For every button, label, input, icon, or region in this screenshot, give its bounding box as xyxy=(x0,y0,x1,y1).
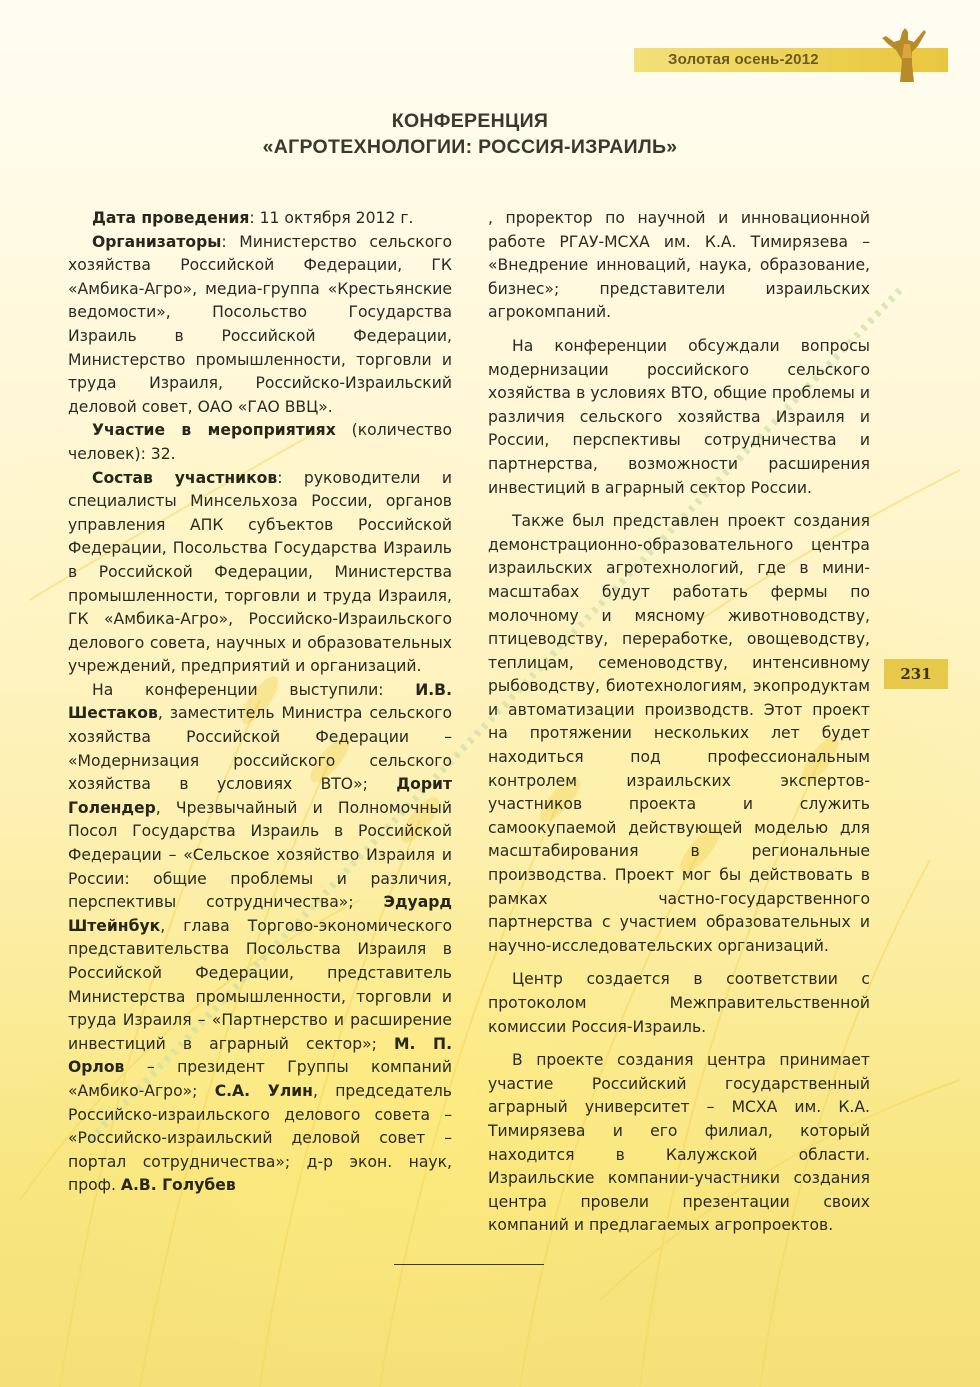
composition-value: : руководители и специалисты Минсельхоза России, органов управления АПК субъектов Российской Федерации, Посольства Государства Израиль в Российской Федерации, Министерства промышленности, торговли и труда Израиля, ГК «Амбика-Агро», Российско-Израильского делового совета, научных и образовательных учреждений, предприятий и организаций. xyxy=(68,468,452,676)
speaker-role: , глава Торгово-экономического представительства Посольства Израиля в Российской Федерации, представитель Министерства промышленности, торговли и труда Израиля – «Партнерство и расширение инвестиций в аграрный сектор»; xyxy=(68,916,452,1053)
speaker-role: – президент Группы компаний «Амбико-Агро»; xyxy=(68,1058,452,1100)
participation-paragraph xyxy=(68,419,452,466)
speaker-name: С.А. Улин xyxy=(214,1081,313,1100)
university-paragraph: В проекте создания центра принимает участие Российский государственный аграрный университет – МСХА им. К.А. Тимирязева и его филиал, который находится в Калужской области. Израильские компании-участники создания центра провели презентации своих компаний и предлагаемых агропроектов. xyxy=(488,1051,870,1235)
date-value: : 11 октября 2012 г. xyxy=(249,209,414,227)
speaker-name: М. П. Орлов xyxy=(68,1034,452,1077)
participation-value: (количество человек): 32. xyxy=(68,421,453,463)
right-column xyxy=(488,207,870,1238)
discussion-paragraph: На конференции обсуждали вопросы модернизации российского сельского хозяйства в условиях ВТО, общие проблемы и различия сельского хозяйства Израиля и России, перспективы сотрудничества и партнерства, возможности расширения инвестиций в аграрный сектор России. xyxy=(488,336,870,497)
center-paragraph: Центр создается в соответствии с протоколом Межправительственной комиссии Россия-Израиль. xyxy=(488,970,870,1036)
organizers-paragraph xyxy=(68,231,452,420)
footer-rule xyxy=(394,1264,544,1265)
date-paragraph xyxy=(68,207,452,231)
speakers-intro: На конференции выступили: xyxy=(92,680,416,699)
speaker-name: Эдуард Штейнбук xyxy=(68,893,452,935)
project-paragraph: Также был представлен проект создания демонстрационно-образовательного центра израильских агротехнологий, где в мини-масштабах будут работать фермы по молочному и мясному животноводству, птицеводству, переработке, овощеводству, теплицам, семеноводству, интенсивному рыбоводству, биотехнологиям, экопродуктам и автоматизации производств. Этот проект на протяжении нескольких лет будет находиться под профессиональным контролем израильских экспертов-участников проекта и служить самоокупаемой действующей моделью для масштабирования в региональные производства. Проект мог бы действовать в рамках частно-государственного партнерства с участием образовательных и научно-исследовательских организаций. xyxy=(488,512,870,955)
title-line-1: КОНФЕРЕНЦИЯ xyxy=(391,110,549,132)
composition-label: Состав участников xyxy=(92,468,278,487)
speaker-name: Дорит Голендер xyxy=(68,775,452,817)
organizers-label: Организаторы xyxy=(92,232,222,251)
article-title xyxy=(180,108,760,160)
title-line-2: «АГРОТЕХНОЛОГИИ: РОССИЯ-ИЗРАИЛЬ» xyxy=(262,136,678,158)
organizers-value: : Министерство сельского хозяйства Российской Федерации, ГК «Амбика-Агро», медиа-группа «Крестьянские ведомости», Посольство Государства Израиль в Российской Федерации, Министерство промышленности, торговли и труда Израиля, Российско-Израильский деловой совет, ОАО «ГАО ВВЦ». xyxy=(68,232,452,416)
participation-label: Участие в мероприятиях xyxy=(92,421,336,440)
speaker-role: , заместитель Министра сельского хозяйства Российской Федерации – «Модернизация российского сельского хозяйства в условиях ВТО»; xyxy=(68,704,452,794)
running-header-title: Золотая осень-2012 xyxy=(668,51,819,68)
composition-paragraph xyxy=(68,467,452,679)
speaker-name: И.В. Шестаков xyxy=(68,680,452,723)
left-column xyxy=(68,207,452,1198)
page-number: 231 xyxy=(900,665,932,683)
speaker-name: А.В. Голубев xyxy=(120,1176,236,1195)
motherland-statue-icon xyxy=(878,24,934,82)
speaker-role: , Чрезвычайный и Полномочный Посол Государства Израиль в Российской Федерации – «Сельское хозяйство Израиля и России: общие проблемы и различия, перспективы сотрудничества»; xyxy=(68,798,452,912)
speakers-continuation: , проректор по научной и инновационной работе РГАУ-МСХА им. К.А. Тимирязева – «Внедрение инноваций, наука, образование, бизнес»; представители израильских агрокомпаний. xyxy=(488,209,870,322)
speaker-role: , председатель Российско-израильского делового совета – «Российско-израильский деловой совет – портал сотрудничества»; д-р экон. наук, проф. xyxy=(68,1081,452,1195)
speakers-paragraph xyxy=(68,679,452,1198)
date-label: Дата проведения xyxy=(92,209,250,227)
